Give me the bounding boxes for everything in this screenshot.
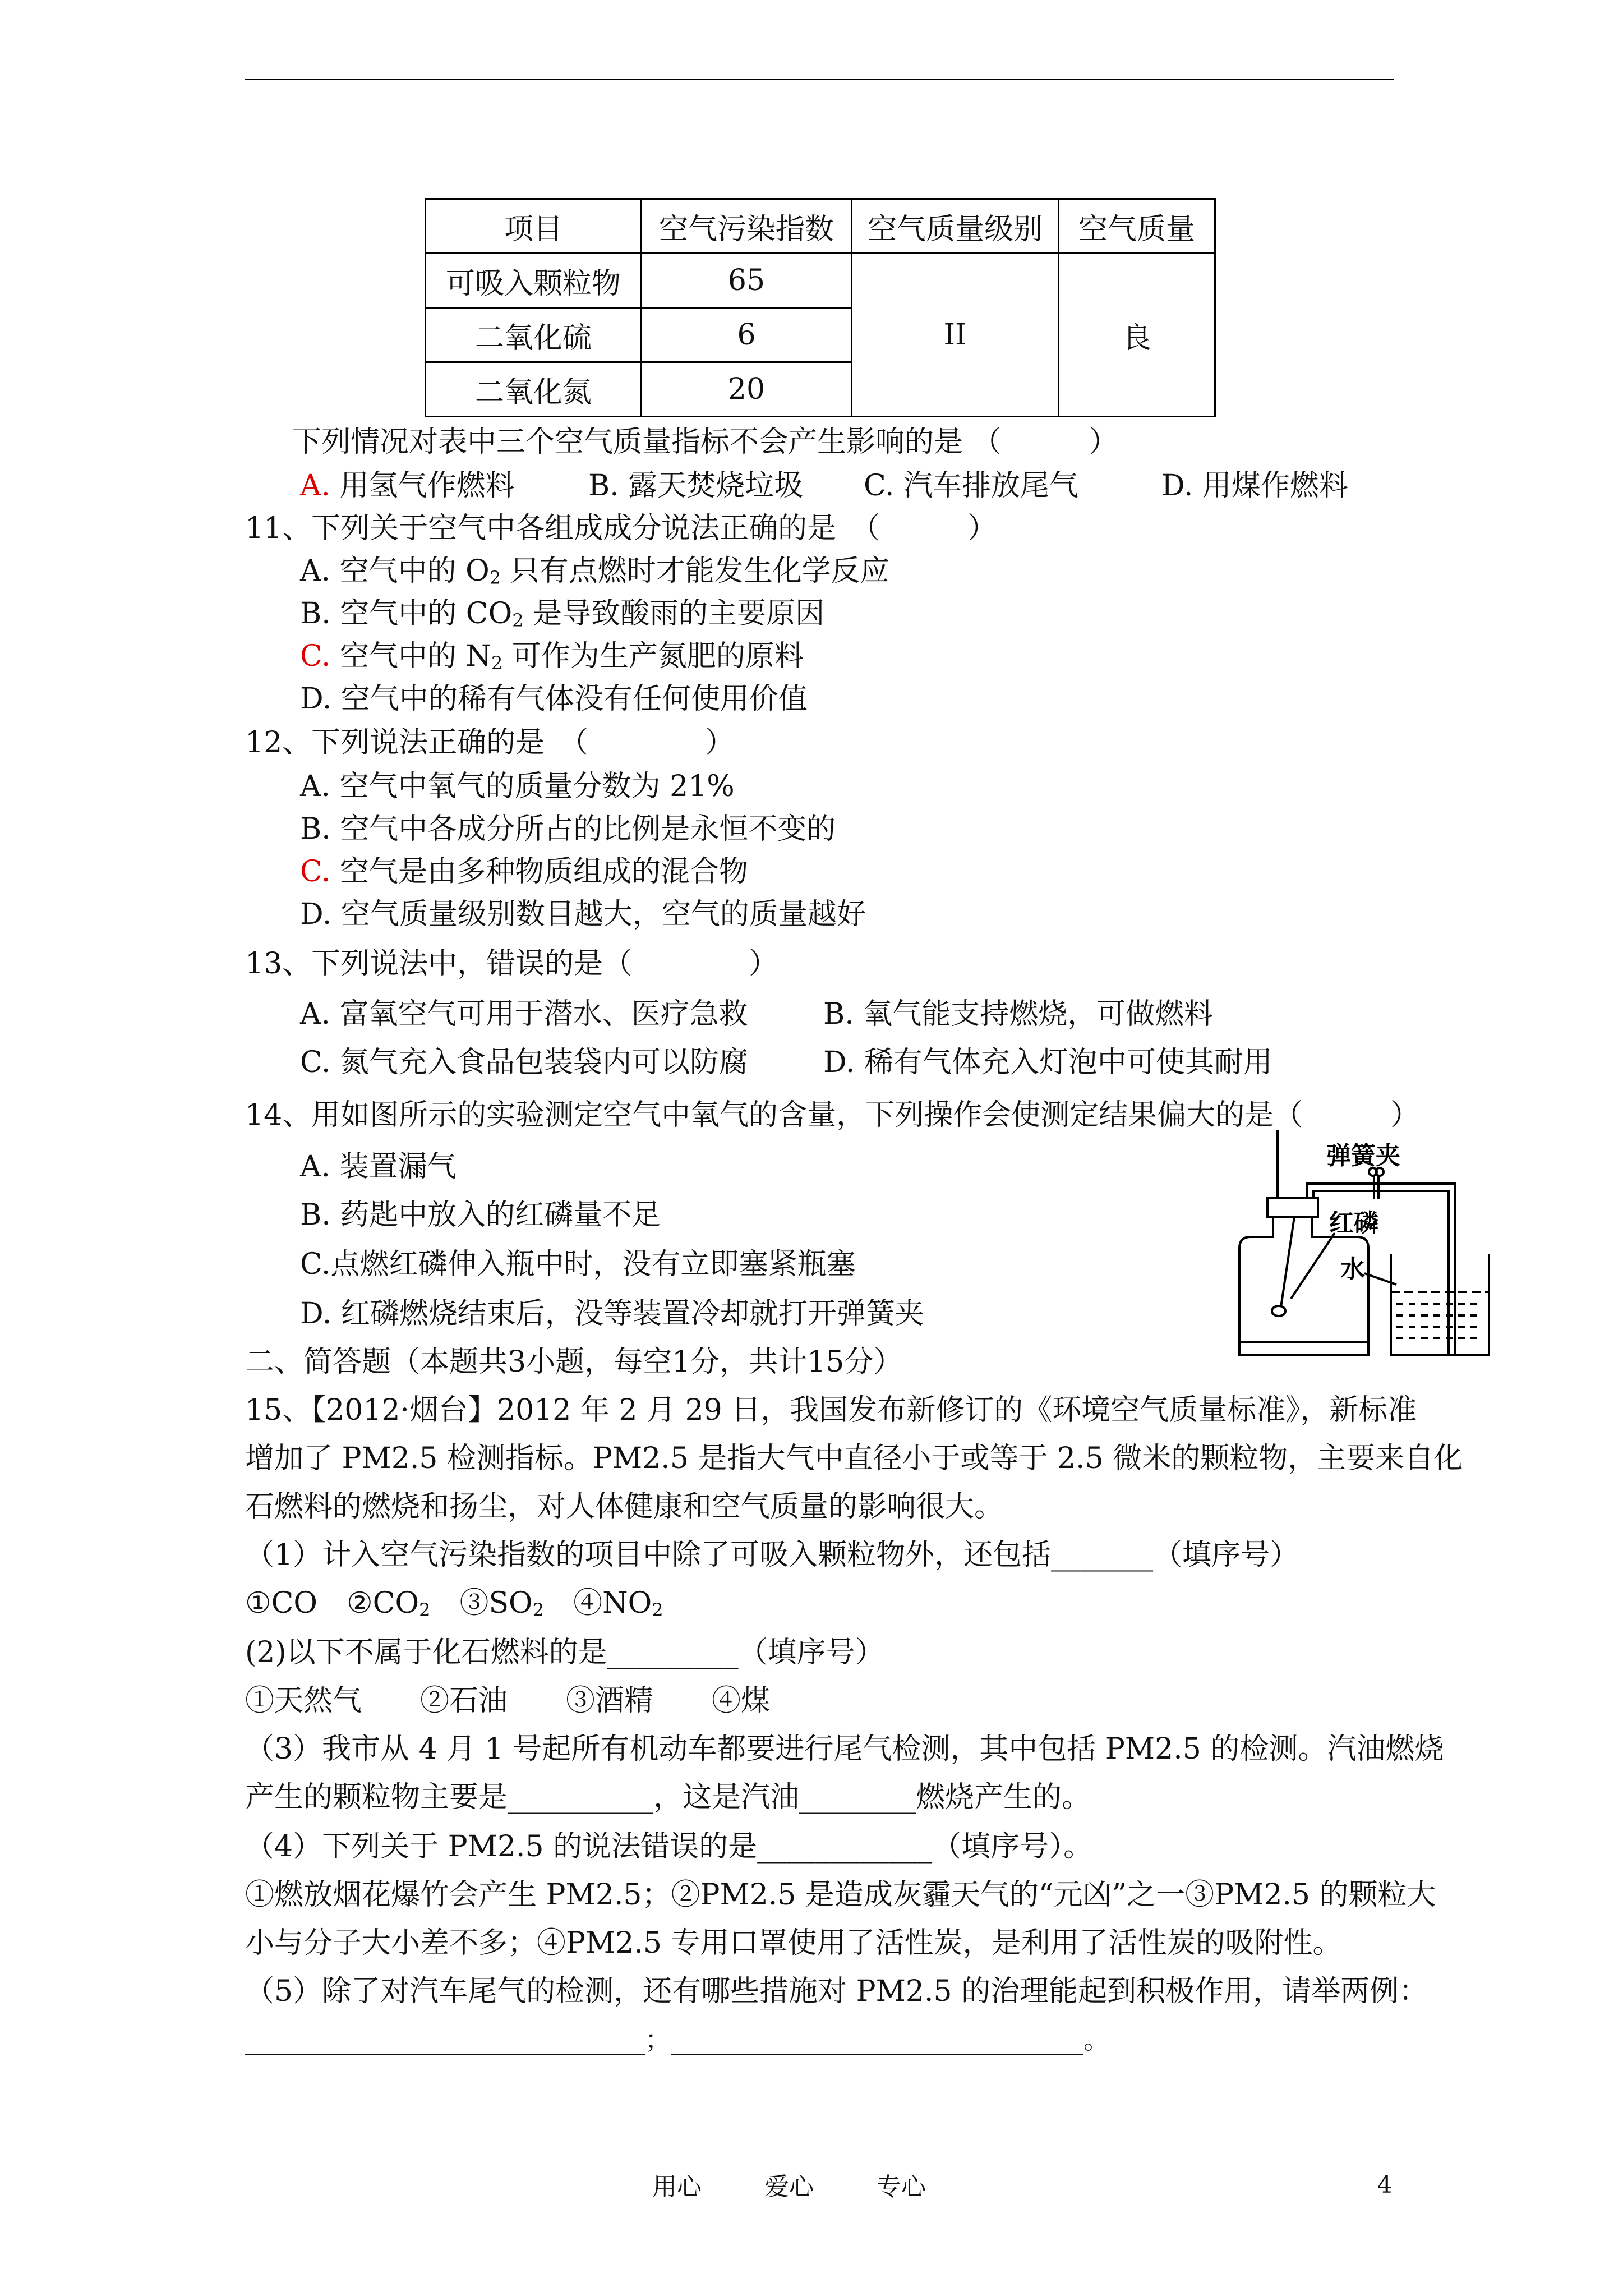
table-cell: 20 (642, 362, 852, 417)
q13-option-b: B. 氧气能支持燃烧，可做燃料 (823, 997, 1214, 1031)
option-text: 空气中的 N (330, 639, 492, 673)
q13-stem: 13、下列说法中，错误的是（ ） (245, 947, 778, 981)
q10-stem: 下列情况对表中三个空气质量指标不会产生影响的是 （ ） (292, 425, 1118, 459)
table-header-row (426, 199, 1215, 254)
q10-option-c: C. 汽车排放尾气 (864, 469, 1078, 503)
answer-letter: C. (300, 639, 331, 673)
table-cell: 二氧化硫 (426, 308, 642, 362)
header-rule (245, 79, 1394, 80)
q15-sub-1-options (245, 1586, 663, 1627)
q15-sub-2: (2)以下不属于化石燃料的是_________（填序号） (245, 1636, 884, 1669)
q15-sub-5: （5）除了对汽车尾气的检测，还有哪些措施对 PM2.5 的治理能起到积极作用，请举两例： (245, 1975, 1428, 2008)
q15-sub-4: （4）下列关于 PM2.5 的说法错误的是____________（填序号）。 (245, 1830, 1093, 1864)
option-text: ③SO (430, 1586, 533, 1620)
option-text: 空气是由多种物质组成的混合物 (330, 855, 748, 889)
table-cell: 6 (642, 308, 852, 362)
q12-option-c (300, 855, 748, 889)
option-text: 是导致酸雨的主要原因 (523, 597, 825, 631)
q10-option-a (300, 469, 515, 503)
q14-stem: 14、用如图所示的实验测定空气中氧气的含量，下列操作会使测定结果偏大的是（ ） (245, 1098, 1420, 1132)
option-text: ④NO (544, 1586, 652, 1620)
q15-intro-1: 15、【2012·烟台】2012 年 2 月 29 日，我国发布新修订的《环境空气质量标准》，新标准 (245, 1393, 1417, 1427)
table-header: 空气污染指数 (642, 199, 852, 254)
table-cell: 可吸入颗粒物 (426, 254, 642, 308)
footer-text-3: 专心 (877, 2173, 926, 2201)
q14-option-d: D. 红磷燃烧结束后，没等装置冷却就打开弹簧夹 (300, 1297, 924, 1331)
page-number: 4 (1377, 2171, 1393, 2198)
table-header: 项目 (426, 199, 642, 254)
answer-letter: A. (300, 469, 331, 503)
air-quality-table (425, 198, 1216, 417)
q12-option-a: A. 空气中氧气的质量分数为 21% (300, 770, 735, 803)
q15-intro-3: 石燃料的燃烧和扬尘，对人体健康和空气质量的影响很大。 (245, 1490, 1004, 1524)
answer-letter: C. (300, 855, 331, 889)
label-red-phosphorus: 红磷 (1329, 1209, 1378, 1237)
section-2-title: 二、简答题（本题共3小题，每空1分，共计15分） (245, 1345, 903, 1379)
table-cell-quality: 良 (1059, 254, 1215, 417)
q15-intro-2: 增加了 PM2.5 检测指标。PM2.5 是指大气中直径小于或等于 2.5 微米的颗粒物，主要来自化 (245, 1442, 1463, 1475)
q14-option-c: C.点燃红磷伸入瓶中时，没有立即塞紧瓶塞 (300, 1248, 856, 1281)
option-text: A. 空气中的 O (300, 554, 490, 588)
subscript: 2 (652, 1599, 663, 1621)
footer-text-2: 爱心 (764, 2173, 814, 2201)
footer-text-1: 用心 (652, 2173, 702, 2201)
q15-sub-1: （1）计入空气污染指数的项目中除了可吸入颗粒物外，还包括_______（填序号） (245, 1538, 1299, 1572)
q14-option-a: A. 装置漏气 (300, 1150, 457, 1184)
label-water: 水 (1340, 1255, 1365, 1283)
q15-sub-3b: 产生的颗粒物主要是__________，这是汽油________燃烧产生的。 (245, 1780, 1091, 1814)
table-row (426, 254, 1215, 308)
q10-option-d: D. 用煤作燃料 (1161, 469, 1348, 503)
apparatus-figure (1228, 1130, 1492, 1366)
q15-sub-2-options: ①天然气 ②石油 ③酒精 ④煤 (245, 1684, 771, 1718)
option-text: 可作为生产氮肥的原料 (502, 639, 804, 673)
q11-option-d: D. 空气中的稀有气体没有任何使用价值 (300, 682, 808, 716)
q15-sub-4a: ①燃放烟花爆竹会产生 PM2.5；②PM2.5 是造成灰霾天气的“元凶”之一③PM2.5 的颗粒大 (245, 1878, 1436, 1912)
subscript: 2 (512, 610, 524, 631)
q15-sub-5-blanks: _______________________________；________________________________。 (245, 2024, 1109, 2055)
q12-option-d: D. 空气质量级别数目越大，空气的质量越好 (300, 898, 866, 931)
q12-stem: 12、下列说法正确的是 （ ） (245, 726, 735, 760)
q11-option-b (300, 597, 824, 637)
q15-sub-3a: （3）我市从 4 月 1 号起所有机动车都要进行尾气检测，其中包括 PM2.5 的检测。汽油燃烧 (245, 1732, 1444, 1766)
subscript: 2 (419, 1599, 431, 1621)
table-header: 空气质量级别 (852, 199, 1059, 254)
subscript: 2 (491, 652, 503, 674)
table-header: 空气质量 (1059, 199, 1215, 254)
q13-option-d: D. 稀有气体充入灯泡中可使其耐用 (823, 1046, 1272, 1079)
option-text: 只有点燃时才能发生化学反应 (501, 554, 889, 588)
q11-option-c (300, 639, 804, 680)
q13-option-a: A. 富氧空气可用于潜水、医疗急救 (300, 997, 748, 1031)
q11-stem: 11、下列关于空气中各组成成分说法正确的是 （ ） (245, 512, 997, 545)
q12-option-b: B. 空气中各成分所占的比例是永恒不变的 (300, 812, 836, 846)
option-text: 用氢气作燃料 (330, 469, 515, 503)
label-clip: 弹簧夹 (1326, 1142, 1400, 1170)
table-cell: 65 (642, 254, 852, 308)
q13-option-c: C. 氮气充入食品包装袋内可以防腐 (300, 1046, 748, 1079)
q15-sub-4b: 小与分子大小差不多；④PM2.5 专用口罩使用了活性炭，是利用了活性炭的吸附性。 (245, 1926, 1342, 1960)
option-text: ①CO ②CO (245, 1586, 419, 1620)
subscript: 2 (532, 1599, 545, 1621)
q14-option-b: B. 药匙中放入的红磷量不足 (300, 1198, 661, 1232)
option-text: B. 空气中的 CO (300, 597, 513, 631)
q10-option-b: B. 露天焚烧垃圾 (588, 469, 804, 503)
table-cell: 二氧化氮 (426, 362, 642, 417)
subscript: 2 (489, 567, 501, 588)
table-cell-level: II (852, 254, 1059, 417)
q11-option-a (300, 554, 889, 595)
